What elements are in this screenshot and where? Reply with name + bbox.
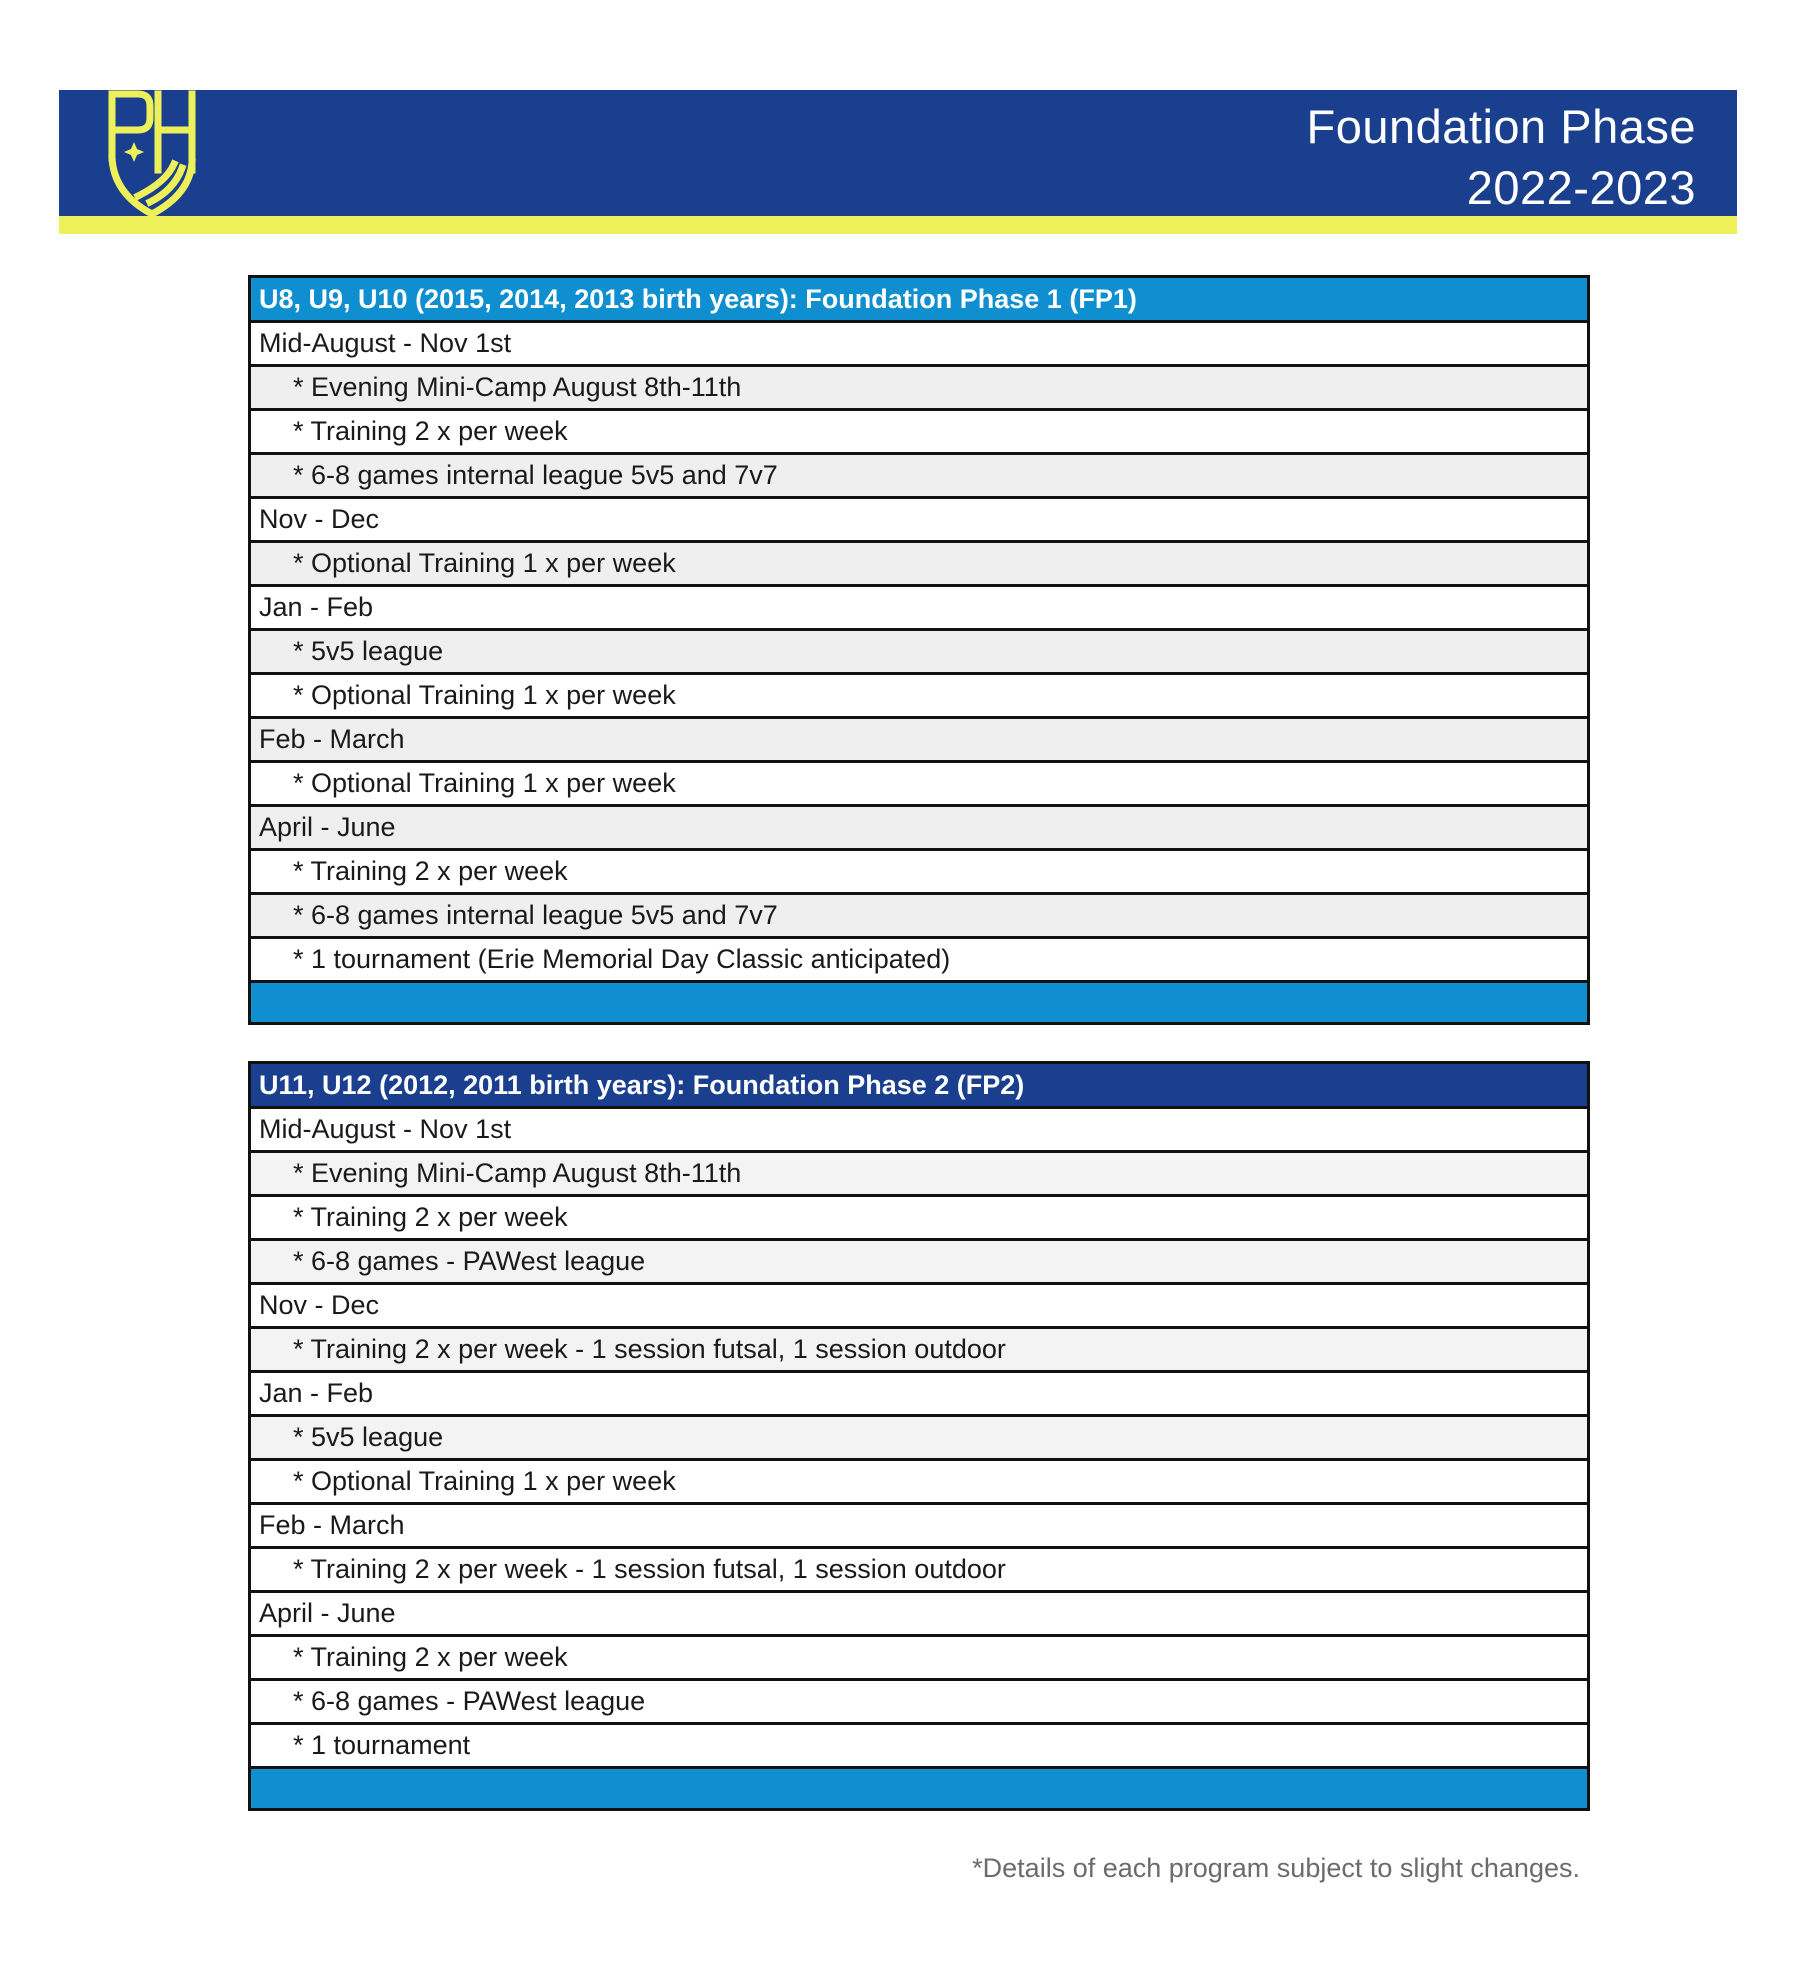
fp2-detail-row: * Training 2 x per week - 1 session futsal, 1 session outdoor — [251, 1549, 1587, 1593]
fp1-detail-row: * 6-8 games internal league 5v5 and 7v7 — [251, 895, 1587, 939]
fp2-detail-row: * Optional Training 1 x per week — [251, 1461, 1587, 1505]
fp2-detail-row: * 5v5 league — [251, 1417, 1587, 1461]
fp2-detail-row: * 1 tournament — [251, 1725, 1587, 1769]
fp1-period-row: Jan - Feb — [251, 587, 1587, 631]
header-accent-stripe — [59, 216, 1737, 234]
fp2-schedule-table — [248, 1061, 1590, 1811]
fp2-detail-row: * Evening Mini-Camp August 8th-11th — [251, 1153, 1587, 1197]
footer-disclaimer-note: *Details of each program subject to slight changes. — [972, 1853, 1580, 1883]
fp2-detail-row: * Training 2 x per week — [251, 1197, 1587, 1241]
fp1-detail-row: * 6-8 games internal league 5v5 and 7v7 — [251, 455, 1587, 499]
fp2-period-row: Feb - March — [251, 1505, 1587, 1549]
fp2-detail-row: * 6-8 games - PAWest league — [251, 1681, 1587, 1725]
fp1-period-row: Mid-August - Nov 1st — [251, 323, 1587, 367]
fp1-detail-row: * 1 tournament (Erie Memorial Day Classic anticipated) — [251, 939, 1587, 983]
fp2-period-row: Mid-August - Nov 1st — [251, 1109, 1587, 1153]
fp2-table-heading: U11, U12 (2012, 2011 birth years): Foundation Phase 2 (FP2) — [251, 1064, 1587, 1109]
fp2-period-row: Nov - Dec — [251, 1285, 1587, 1329]
fp2-table-footer-bar — [251, 1769, 1587, 1808]
fp1-detail-row: * 5v5 league — [251, 631, 1587, 675]
fp1-table-heading: U8, U9, U10 (2015, 2014, 2013 birth years): Foundation Phase 1 (FP1) — [251, 278, 1587, 323]
page-title-line2: 2022-2023 — [1466, 161, 1696, 214]
fp1-period-row: April - June — [251, 807, 1587, 851]
fp1-schedule-table — [248, 275, 1590, 1025]
fp1-period-row: Nov - Dec — [251, 499, 1587, 543]
fp1-detail-row: * Training 2 x per week — [251, 851, 1587, 895]
fp1-detail-row: * Optional Training 1 x per week — [251, 675, 1587, 719]
fp1-period-row: Feb - March — [251, 719, 1587, 763]
fp2-period-row: April - June — [251, 1593, 1587, 1637]
fp1-detail-row: * Training 2 x per week — [251, 411, 1587, 455]
fp2-detail-row: * 6-8 games - PAWest league — [251, 1241, 1587, 1285]
fp2-detail-row: * Training 2 x per week - 1 session futsal, 1 session outdoor — [251, 1329, 1587, 1373]
fp2-detail-row: * Training 2 x per week — [251, 1637, 1587, 1681]
ph-crest-logo-icon — [104, 90, 200, 220]
fp1-detail-row: * Optional Training 1 x per week — [251, 543, 1587, 587]
fp1-detail-row: * Optional Training 1 x per week — [251, 763, 1587, 807]
page-title — [1306, 96, 1696, 218]
fp1-detail-row: * Evening Mini-Camp August 8th-11th — [251, 367, 1587, 411]
page-title-line1: Foundation Phase — [1306, 100, 1696, 153]
fp1-table-footer-bar — [251, 983, 1587, 1022]
fp2-period-row: Jan - Feb — [251, 1373, 1587, 1417]
